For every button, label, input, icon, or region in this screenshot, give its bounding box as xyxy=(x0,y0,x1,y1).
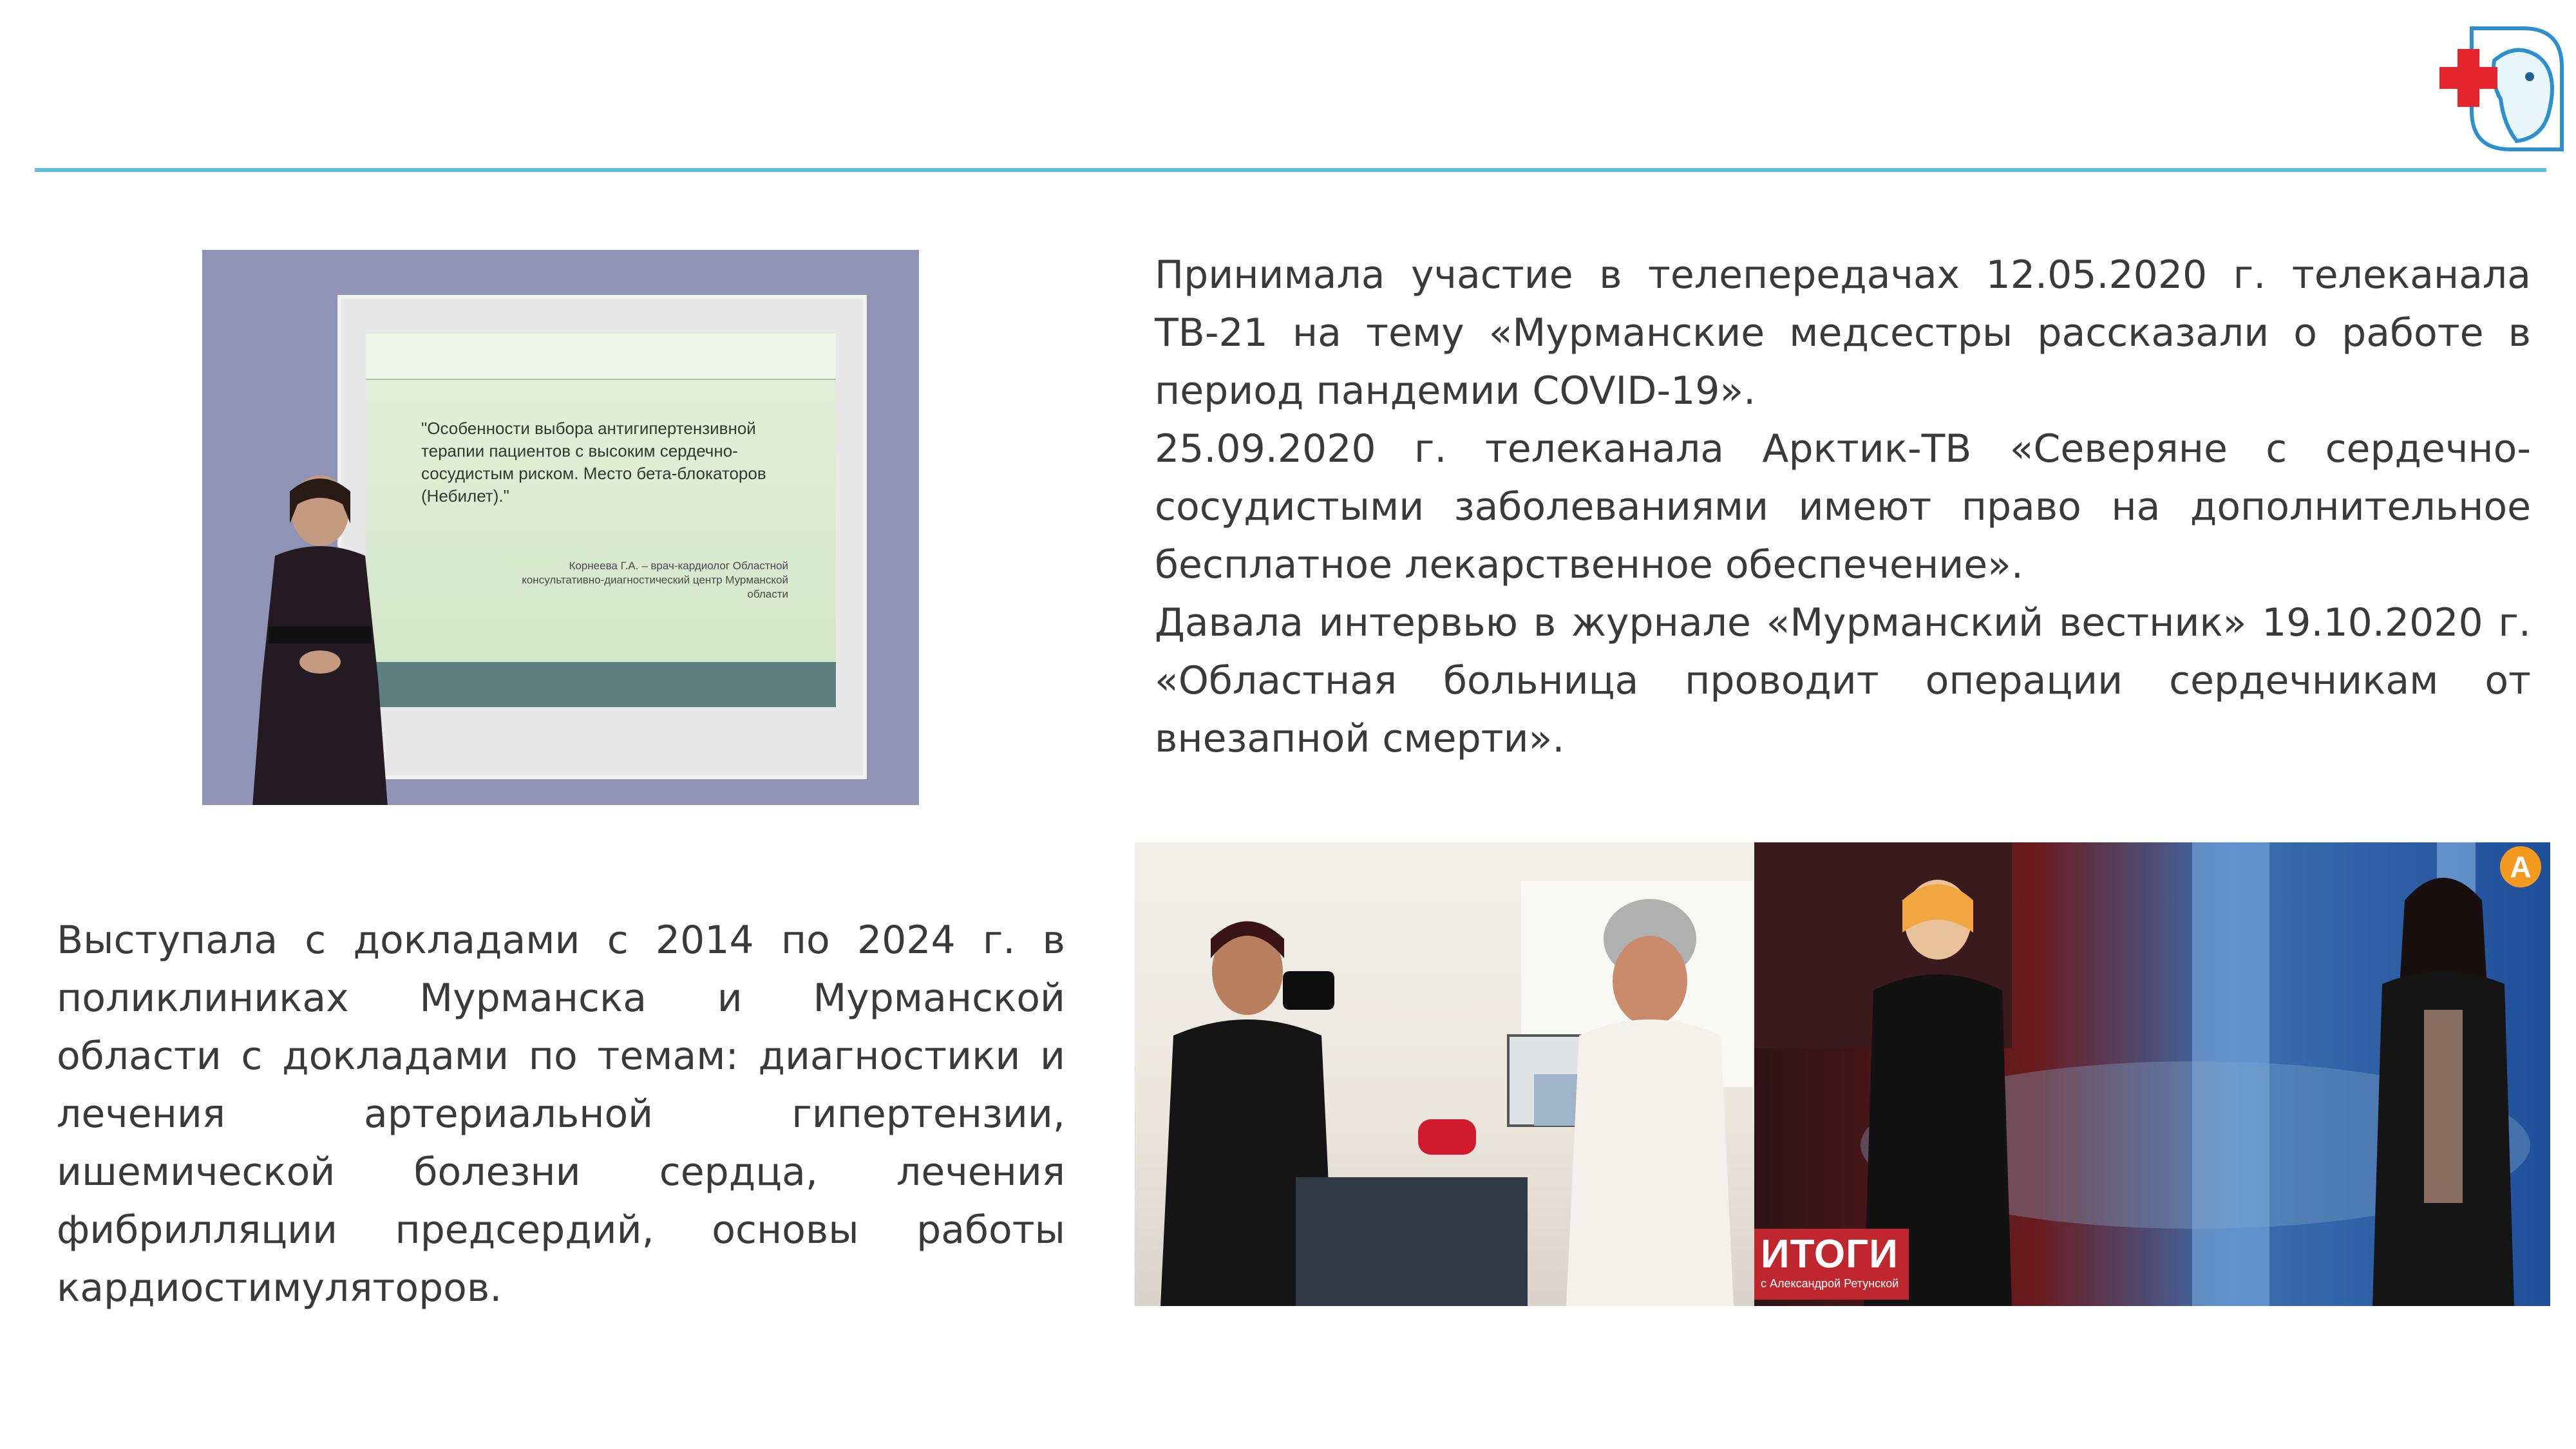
header-divider xyxy=(35,168,2546,172)
tv-interview-collage xyxy=(1135,842,2550,1306)
presentations-text xyxy=(57,911,1065,1317)
slide-topic-text: "Особенности выбора антигипертензивной терапии пациентов с высоким сердечно-сосудистым риском. Место бета-блокаторов (Небилет)." xyxy=(421,419,766,506)
projector-screen xyxy=(366,334,836,707)
media-appearances-text xyxy=(1155,246,2531,768)
slide-title-bar xyxy=(366,334,836,380)
interview-photo xyxy=(1135,842,1754,1306)
paragraph-tv21: Принимала участие в телепередачах 12.05.2020 г. телеканала ТВ-21 на тему «Мурманские медсестры рассказали о работе в период пандемии COVID-19». xyxy=(1155,252,2531,413)
paragraph-presentations: Выступала с докладами с 2014 по 2024 г. в поликлиниках Мурманска и Мурманской области с докладами по темам: диагностики и лечения артериальной гипертензии, ишемической болезни сердца, лечения фибрилляции предсердий, основы работы кардиостимуляторов. xyxy=(57,918,1065,1311)
tv-show-subtitle: с Александрой Ретунской xyxy=(1761,1277,1899,1290)
paragraph-murmansk-vestnik: Давала интервью в журнале «Мурманский вестник» 19.10.2020 г. «Областная больница проводит операции сердечникам от внезапной смерти». xyxy=(1155,600,2531,761)
lecture-photo xyxy=(202,250,919,805)
interview-scene xyxy=(1135,842,1754,1306)
channel-logo: А xyxy=(2500,846,2541,887)
medical-cross-polar-bear-logo-icon xyxy=(2433,22,2567,156)
tv-show-title: ИТОГИ xyxy=(1761,1232,1899,1276)
paragraph-arktik-tv: 25.09.2020 г. телеканала Арктик-ТВ «Северяне с сердечно-сосудистыми заболеваниями имеют право на дополнительное бесплатное лекарственное обеспечение». xyxy=(1155,426,2531,587)
speaker-figure xyxy=(240,466,401,805)
slide-footer xyxy=(366,662,836,707)
slide-author-text: Корнеева Г.А. – врач-кардиолог Областной консультативно-диагностический центр Мурманской области xyxy=(522,560,788,601)
